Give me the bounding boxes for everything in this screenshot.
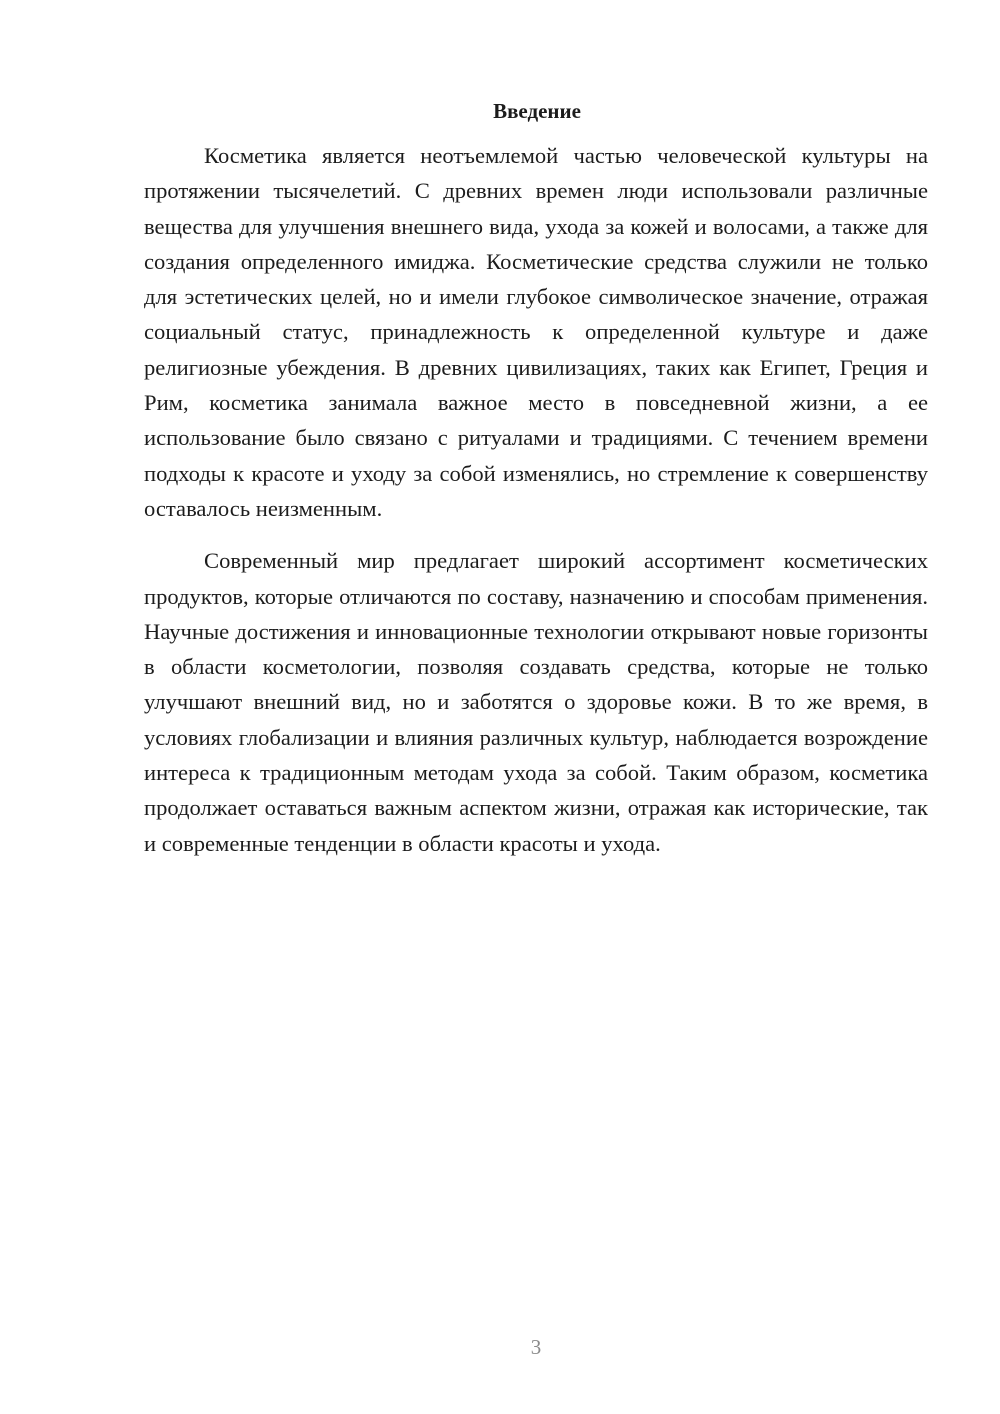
page-content bbox=[144, 96, 928, 861]
page-number: 3 bbox=[530, 1335, 542, 1359]
paragraph-2: Современный мир предлагает широкий ассортимент косметических продуктов, которые отличаются по составу, назначению и способам применения. Научные достижения и инновационные технологии открывают новые горизонты в области косметологии, позволяя создавать средства, которые не только улучшают внешний вид, но и заботятся о здоровье кожи. В то же время, в условиях глобализации и влияния различных культур, наблюдается возрождение интереса к традиционным методам ухода за собой. Таким образом, косметика продолжает оставаться важным аспектом жизни, отражая как исторические, так и современные тенденции в области красоты и ухода. bbox=[144, 548, 928, 856]
section-heading: Введение bbox=[493, 99, 581, 123]
paragraph-1: Косметика является неотъемлемой частью человеческой культуры на протяжении тысячелетий. С древних времен люди использовали различные вещества для улучшения внешнего вида, ухода за кожей и волосами, а также для создания определенного имиджа. Косметические средства служили не только для эстетических целей, но и имели глубокое символическое значение, отражая социальный статус, принадлежность к определенной культуре и даже религиозные убеждения. В древних цивилизациях, таких как Египет, Греция и Рим, косметика занимала важное место в повседневной жизни, а ее использование было связано с ритуалами и традициями. С течением времени подходы к красоте и уходу за собой изменялись, но стремление к совершенству оставалось неизменным. bbox=[144, 143, 928, 521]
